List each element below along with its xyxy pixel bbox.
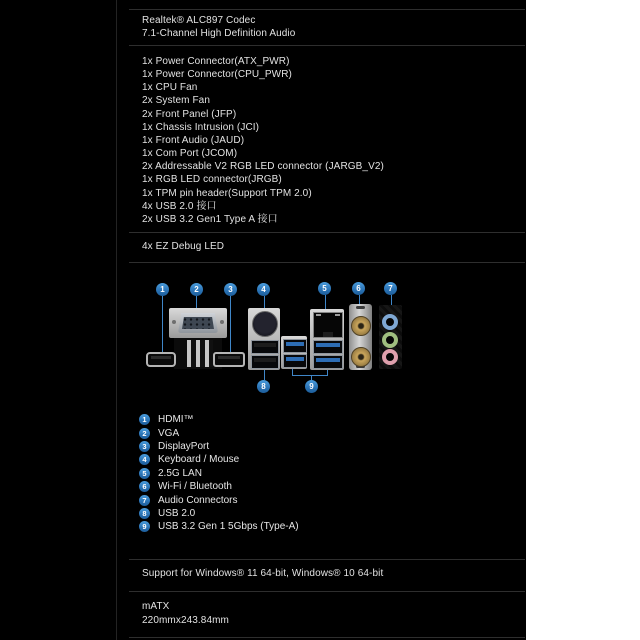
lan-led (335, 314, 340, 316)
callout-line-1 (162, 296, 163, 353)
audio-codec-section (142, 14, 295, 41)
bracket-fins (187, 340, 213, 367)
legend-item (139, 453, 299, 466)
legend-item (139, 440, 299, 453)
audio-jack-mic-in (382, 349, 398, 365)
legend-item (139, 467, 299, 480)
io-legend (139, 413, 299, 534)
legend-item (139, 426, 299, 439)
usb3-tongue (316, 358, 340, 362)
usb2-tongue (254, 343, 276, 347)
legend-label: HDMI™ (158, 414, 194, 426)
vga-screw (220, 320, 224, 324)
connector-item: 2x USB 3.2 Gen1 Type A 接口 (142, 213, 278, 225)
section-divider (129, 232, 525, 233)
lan-led (316, 314, 321, 316)
legend-item (139, 493, 299, 506)
connector-item: 1x Front Audio (JAUD) (142, 134, 245, 146)
callout-9: 9 (305, 380, 318, 393)
lan-latch-slot (323, 332, 333, 337)
callout-1: 1 (156, 283, 169, 296)
vga-pin-field (182, 317, 214, 329)
legend-num-badge: 2 (139, 428, 150, 439)
displayport-port (213, 352, 245, 367)
ps2-port (252, 311, 278, 337)
section-divider (129, 591, 525, 592)
connectors-section (142, 55, 384, 226)
callout-3: 3 (224, 283, 237, 296)
connector-item: 1x CPU Fan (142, 82, 198, 94)
callout-6: 6 (352, 282, 365, 295)
section-divider (129, 45, 525, 46)
legend-item (139, 413, 299, 426)
usb3-tongue (286, 357, 304, 361)
callout-2: 2 (190, 283, 203, 296)
connector-item: 1x Power Connector(CPU_PWR) (142, 69, 292, 81)
legend-num-badge: 9 (139, 521, 150, 532)
usb3-port (283, 354, 307, 368)
legend-num-badge: 4 (139, 454, 150, 465)
usb2-port (251, 340, 279, 354)
usb3-port (313, 355, 343, 369)
legend-label: USB 3.2 Gen 1 5Gbps (Type-A) (158, 521, 299, 533)
connector-item: 1x RGB LED connector(JRGB) (142, 174, 282, 186)
hdmi-port (146, 352, 176, 367)
usb3-tongue (316, 343, 340, 347)
callout-5: 5 (318, 282, 331, 295)
vga-port (178, 313, 218, 333)
connector-item: 4x USB 2.0 接口 (142, 200, 217, 212)
connector-item: 2x Front Panel (JFP) (142, 108, 237, 120)
bracket-slot (356, 306, 365, 309)
callout-line-8 (264, 369, 265, 380)
usb3-port (283, 339, 307, 353)
usb2-port (251, 355, 279, 369)
legend-label: Wi-Fi / Bluetooth (158, 481, 232, 493)
connector-item: 1x Chassis Intrusion (JCI) (142, 121, 260, 133)
form-factor-dimensions: 220mmx243.84mm (142, 614, 229, 626)
connector-item: 2x System Fan (142, 95, 210, 107)
lan-port (313, 312, 343, 338)
legend-item (139, 507, 299, 520)
usb3-tongue (286, 342, 304, 346)
audio-codec-line: Realtek® ALC897 Codec (142, 15, 256, 26)
legend-num-badge: 3 (139, 441, 150, 452)
legend-item (139, 520, 299, 533)
dp-contact-strip (218, 356, 240, 359)
legend-label: Keyboard / Mouse (158, 454, 240, 466)
os-support-text: Support for Windows® 11 64-bit, Windows® 10 64-bit (142, 568, 384, 579)
callout-line-3 (230, 296, 231, 353)
legend-label: VGA (158, 427, 180, 439)
legend-num-badge: 6 (139, 481, 150, 492)
callout-4: 4 (257, 283, 270, 296)
form-factor-type: mATX (142, 601, 170, 612)
usb3-port (313, 340, 343, 354)
connector-item: 1x TPM pin header(Support TPM 2.0) (142, 187, 312, 199)
audio-jack-line-in (382, 314, 398, 330)
callout-line-9 (292, 375, 328, 376)
usb2-tongue (254, 358, 276, 362)
connector-item: 2x Addressable V2 RGB LED connector (JARGB_V2) (142, 161, 384, 173)
legend-label: USB 2.0 (158, 507, 196, 519)
connector-item: 1x Com Port (JCOM) (142, 148, 238, 160)
vga-screw (172, 320, 176, 324)
legend-item (139, 480, 299, 493)
legend-num-badge: 8 (139, 508, 150, 519)
debug-led-text: 4x EZ Debug LED (142, 241, 225, 252)
section-divider (129, 9, 525, 10)
section-divider (129, 262, 525, 263)
section-divider (129, 637, 525, 638)
legend-num-badge: 5 (139, 468, 150, 479)
audio-jack-line-out (382, 332, 398, 348)
callout-8: 8 (257, 380, 270, 393)
legend-num-badge: 1 (139, 414, 150, 425)
antenna-connector (351, 347, 371, 367)
legend-num-badge: 7 (139, 495, 150, 506)
legend-label: Audio Connectors (158, 494, 238, 506)
antenna-connector (351, 316, 371, 336)
audio-codec-line: 7.1-Channel High Definition Audio (142, 28, 296, 40)
connector-item: 1x Power Connector(ATX_PWR) (142, 56, 290, 67)
form-factor-section (142, 600, 229, 627)
hdmi-contact-strip (151, 356, 171, 359)
section-divider (129, 559, 525, 560)
callout-7: 7 (384, 282, 397, 295)
legend-label: 2.5G LAN (158, 467, 202, 479)
left-column-divider (116, 0, 117, 640)
legend-label: DisplayPort (158, 440, 210, 452)
